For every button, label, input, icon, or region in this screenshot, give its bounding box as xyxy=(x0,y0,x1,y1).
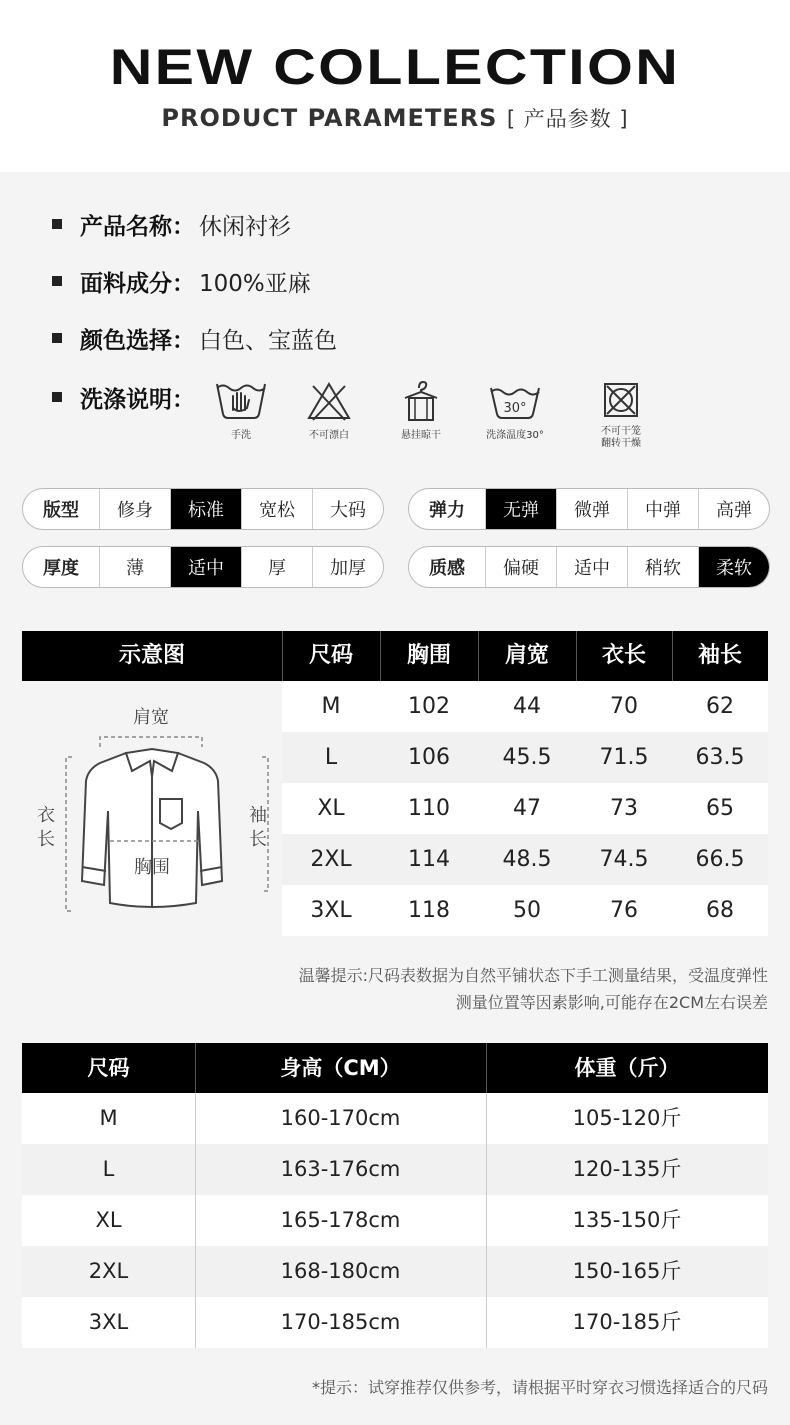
care-item-no-tumble xyxy=(576,378,666,450)
subtitle-cn: [ 产品参数 ] xyxy=(506,107,629,131)
cell-weight: 150-165斤 xyxy=(572,1259,682,1283)
size-table-header xyxy=(22,631,768,681)
cell-size: M xyxy=(99,1106,118,1130)
attr-option[interactable]: 大码 xyxy=(312,489,383,529)
attr-name: 厚度 xyxy=(43,558,79,579)
fth-weight: 体重（斤） xyxy=(574,1056,680,1080)
table-row xyxy=(282,885,768,936)
shirt-outline-icon xyxy=(22,681,282,937)
cell-length: 76 xyxy=(610,898,638,923)
table-row xyxy=(22,1246,768,1297)
attr-option[interactable]: 偏硬 xyxy=(485,547,556,587)
diagram-chest-label: 胸围 xyxy=(134,857,170,878)
attr-fit xyxy=(22,488,384,530)
cell-size: 2XL xyxy=(310,847,352,872)
param-row-fabric xyxy=(52,263,311,299)
hand-wash-icon xyxy=(213,378,269,422)
cell-sleeve: 62 xyxy=(706,694,734,719)
bullet-icon xyxy=(52,276,62,286)
attr-thickness xyxy=(22,546,384,588)
cell-weight: 170-185斤 xyxy=(572,1310,682,1334)
care-label: 洗涤温度30° xyxy=(486,430,544,441)
param-label: 颜色选择： xyxy=(80,327,195,354)
th-shoulder: 肩宽 xyxy=(504,643,549,668)
attr-elasticity xyxy=(408,488,770,530)
attr-texture xyxy=(408,546,770,588)
table-row xyxy=(22,1093,768,1144)
cell-size: 3XL xyxy=(88,1310,129,1334)
cell-size: 3XL xyxy=(310,898,352,923)
cell-size: XL xyxy=(95,1208,122,1232)
param-label: 洗涤说明： xyxy=(80,386,195,413)
subtitle-en: PRODUCT PARAMETERS xyxy=(161,104,498,132)
cell-sleeve: 68 xyxy=(706,898,734,923)
attr-option[interactable]: 中弹 xyxy=(627,489,698,529)
attr-option[interactable]: 稍软 xyxy=(627,547,698,587)
page-title: NEW COLLECTION xyxy=(109,39,681,95)
th-diagram: 示意图 xyxy=(118,643,185,668)
param-row-name xyxy=(52,206,291,242)
bullet-icon xyxy=(52,333,62,343)
cell-shoulder: 44 xyxy=(513,694,541,719)
cell-chest: 114 xyxy=(408,847,450,872)
cell-shoulder: 47 xyxy=(513,796,541,821)
bullet-icon xyxy=(52,392,62,402)
table-row xyxy=(282,681,768,732)
cell-size: 2XL xyxy=(88,1259,129,1283)
table-row xyxy=(282,783,768,834)
cell-size: L xyxy=(324,745,338,770)
th-length: 衣长 xyxy=(601,643,646,668)
attr-option[interactable]: 薄 xyxy=(99,547,170,587)
attr-option-selected[interactable]: 柔软 xyxy=(698,547,769,587)
param-row-color xyxy=(52,320,337,356)
cell-size: XL xyxy=(317,796,345,821)
param-label: 产品名称： xyxy=(80,213,195,240)
care-label: 不可干笼 翻转干燥 xyxy=(601,426,641,449)
cell-length: 71.5 xyxy=(599,745,649,770)
hang-dry-icon xyxy=(393,378,449,422)
fit-table-header xyxy=(22,1043,768,1093)
attr-option[interactable]: 微弹 xyxy=(556,489,627,529)
diagram-shoulder-label: 肩宽 xyxy=(133,707,169,728)
care-label: 悬挂晾干 xyxy=(401,430,441,441)
care-label: 手洗 xyxy=(231,430,251,441)
attr-option[interactable]: 厚 xyxy=(241,547,312,587)
cell-chest: 118 xyxy=(408,898,450,923)
measurement-tip-line1: 温馨提示:尺码表数据为自然平铺状态下手工测量结果，受温度弹性 xyxy=(298,966,768,985)
no-tumble-dry-icon xyxy=(593,378,649,422)
care-item-hand-wash xyxy=(196,378,286,442)
attr-option-selected[interactable]: 无弹 xyxy=(485,489,556,529)
attr-option[interactable]: 加厚 xyxy=(312,547,383,587)
fth-height: 身高（CM） xyxy=(280,1056,401,1080)
table-row xyxy=(282,732,768,783)
cell-weight: 120-135斤 xyxy=(572,1157,682,1181)
page-subtitle xyxy=(0,103,790,133)
th-chest: 胸围 xyxy=(406,643,451,668)
care-item-hang-dry xyxy=(376,378,466,442)
cell-height: 163-176cm xyxy=(280,1157,401,1181)
param-value: 白色、宝蓝色 xyxy=(199,327,337,354)
fth-size: 尺码 xyxy=(87,1056,130,1080)
attr-option-selected[interactable]: 标准 xyxy=(170,489,241,529)
cell-weight: 135-150斤 xyxy=(572,1208,682,1232)
cell-height: 165-178cm xyxy=(280,1208,401,1232)
param-value: 100%亚麻 xyxy=(199,270,311,297)
care-item-no-bleach xyxy=(284,378,374,442)
cell-shoulder: 45.5 xyxy=(502,745,552,770)
header xyxy=(0,0,790,172)
attr-option[interactable]: 修身 xyxy=(99,489,170,529)
cell-length: 70 xyxy=(610,694,638,719)
cell-shoulder: 50 xyxy=(513,898,541,923)
cell-weight: 105-120斤 xyxy=(572,1106,682,1130)
th-sleeve: 袖长 xyxy=(697,643,742,668)
care-icons xyxy=(212,378,662,468)
wash-30-icon xyxy=(487,378,543,422)
cell-chest: 106 xyxy=(408,745,450,770)
cell-height: 160-170cm xyxy=(280,1106,401,1130)
cell-size: L xyxy=(102,1157,115,1181)
care-item-wash-30 xyxy=(470,378,560,442)
param-label: 面料成分： xyxy=(80,270,195,297)
param-row-care xyxy=(52,379,195,415)
bullet-icon xyxy=(52,219,62,229)
param-value: 休闲衬衫 xyxy=(199,213,291,240)
attr-option[interactable]: 高弹 xyxy=(698,489,769,529)
wash-temp-text: 30° xyxy=(503,401,527,416)
shirt-diagram xyxy=(22,681,282,937)
attr-name: 弹力 xyxy=(429,500,465,521)
diagram-sleeve-label-top: 袖 xyxy=(249,805,267,826)
no-bleach-icon xyxy=(301,378,357,422)
care-label: 不可漂白 xyxy=(309,430,349,441)
attr-option[interactable]: 宽松 xyxy=(241,489,312,529)
cell-length: 74.5 xyxy=(599,847,649,872)
cell-sleeve: 63.5 xyxy=(695,745,745,770)
cell-sleeve: 66.5 xyxy=(695,847,745,872)
diagram-sleeve-label-bottom: 长 xyxy=(249,829,267,850)
table-row xyxy=(22,1195,768,1246)
cell-length: 73 xyxy=(610,796,638,821)
diagram-length-label-bottom: 长 xyxy=(37,829,55,850)
cell-height: 170-185cm xyxy=(280,1310,401,1334)
cell-sleeve: 65 xyxy=(706,796,734,821)
diagram-length-label-top: 衣 xyxy=(37,805,55,826)
attr-name: 质感 xyxy=(429,558,465,579)
cell-shoulder: 48.5 xyxy=(502,847,552,872)
attr-name: 版型 xyxy=(43,500,79,521)
table-row xyxy=(22,1144,768,1195)
footer-tip: *提示：试穿推荐仅供参考，请根据平时穿衣习惯选择适合的尺码 xyxy=(311,1378,768,1397)
cell-chest: 102 xyxy=(408,694,450,719)
attr-option[interactable]: 适中 xyxy=(556,547,627,587)
attr-option-selected[interactable]: 适中 xyxy=(170,547,241,587)
table-row xyxy=(282,834,768,885)
table-row xyxy=(22,1297,768,1348)
cell-height: 168-180cm xyxy=(280,1259,401,1283)
measurement-tip-line2: 测量位置等因素影响,可能存在2CM左右误差 xyxy=(455,993,768,1012)
cell-size: M xyxy=(321,694,341,719)
th-size: 尺码 xyxy=(308,643,353,668)
cell-chest: 110 xyxy=(408,796,450,821)
